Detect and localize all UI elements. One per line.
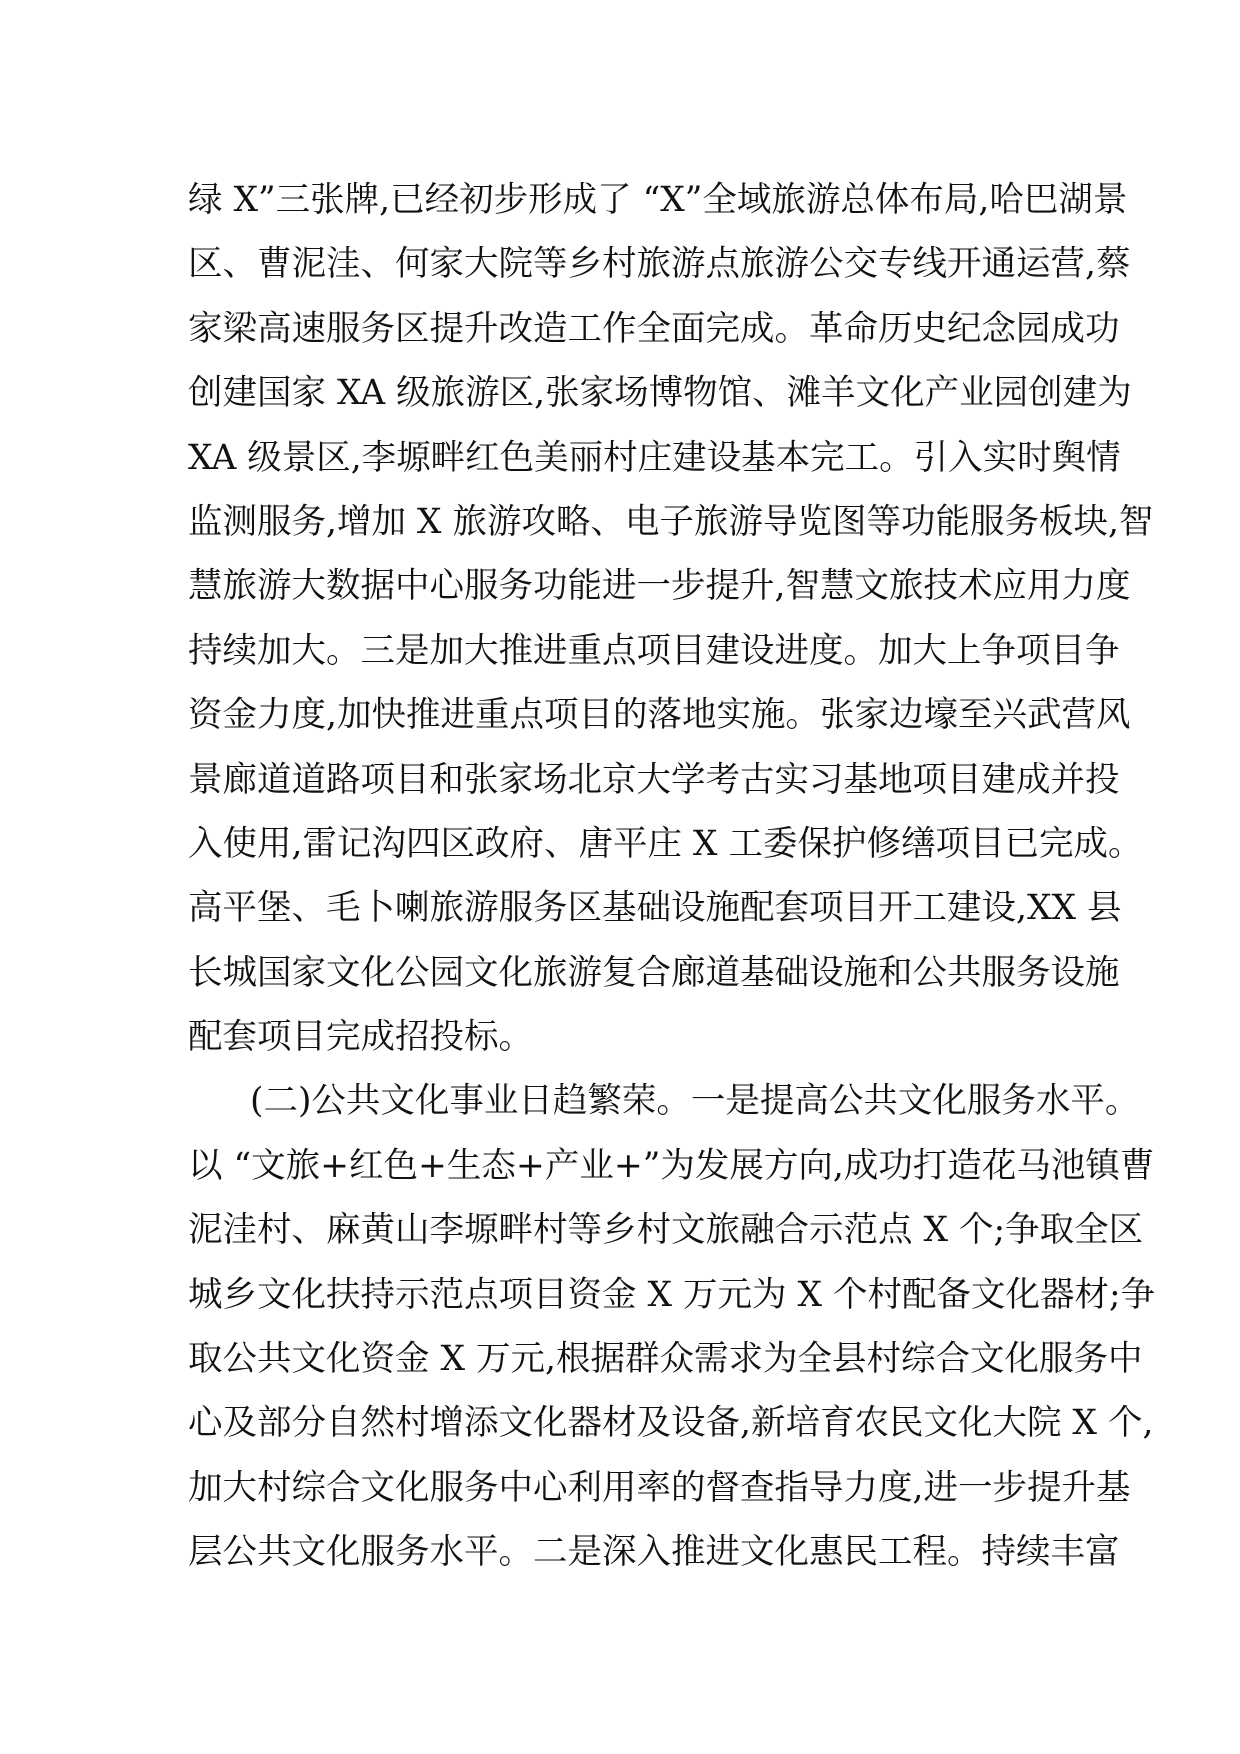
text-line: 绿 X”三张牌,已经初步形成了 “X”全域旅游总体布局,哈巴湖景 [188, 180, 1128, 220]
text-line: 泥洼村、麻黄山李塬畔村等乡村文旅融合示范点 X 个;争取全区 [188, 1210, 1144, 1251]
text-line: 区、曹泥洼、何家大院等乡村旅游点旅游公交专线开通运营,蔡 [188, 244, 1131, 285]
document-body [188, 168, 1156, 1585]
text-line: XA 级景区,李塬畔红色美丽村庄建设基本完工。引入实时舆情 [188, 437, 1121, 478]
text-line: 家梁高速服务区提升改造工作全面完成。革命历史纪念园成功 [188, 308, 1120, 349]
text-line: 持续加大。三是加大推进重点项目建设进度。加大上争项目争 [188, 630, 1120, 671]
text-line: 取公共文化资金 X 万元,根据群众需求为全县村综合文化服务中 [188, 1339, 1143, 1380]
paragraph [188, 168, 1154, 1069]
paragraph [188, 1069, 1156, 1584]
text-line: 加大村综合文化服务中心利用率的督查指导力度,进一步提升基 [188, 1467, 1131, 1508]
text-line: 资金力度,加快推进重点项目的落地实施。张家边壕至兴武营风 [188, 695, 1131, 736]
text-line: 入使用,雷记沟四区政府、唐平庄 X 工委保护修缮项目已完成。 [188, 823, 1143, 864]
text-line: 慧旅游大数据中心服务功能进一步提升,智慧文旅技术应用力度 [188, 566, 1131, 607]
text-line: 层公共文化服务水平。二是深入推进文化惠民工程。持续丰富 [188, 1532, 1120, 1573]
text-line: 长城国家文化公园文化旅游复合廊道基础设施和公共服务设施 [188, 952, 1120, 993]
text-line: 高平堡、毛卜喇旅游服务区基础设施配套项目开工建设,XX 县 [188, 888, 1122, 929]
text-line: 配套项目完成招投标。 [188, 1017, 533, 1058]
text-line: 心及部分自然村增添文化器材及设备,新培育农民文化大院 X 个, [188, 1403, 1154, 1444]
text-line: 城乡文化扶持示范点项目资金 X 万元为 X 个村配备文化器材;争 [188, 1274, 1156, 1315]
text-line: 创建国家 XA 级旅游区,张家场博物馆、滩羊文化产业园创建为 [188, 373, 1132, 414]
text-line: 监测服务,增加 X 旅游攻略、电子旅游导览图等功能服务板块,智 [188, 501, 1154, 542]
text-line: 以 “文旅+红色+生态+产业+”为发展方向,成功打造花马池镇曹 [188, 1145, 1155, 1186]
text-line: (二)公共文化事业日趋繁荣。一是提高公共文化服务水平。 [250, 1081, 1140, 1122]
text-line: 景廊道道路项目和张家场北京大学考古实习基地项目建成并投 [188, 759, 1120, 800]
